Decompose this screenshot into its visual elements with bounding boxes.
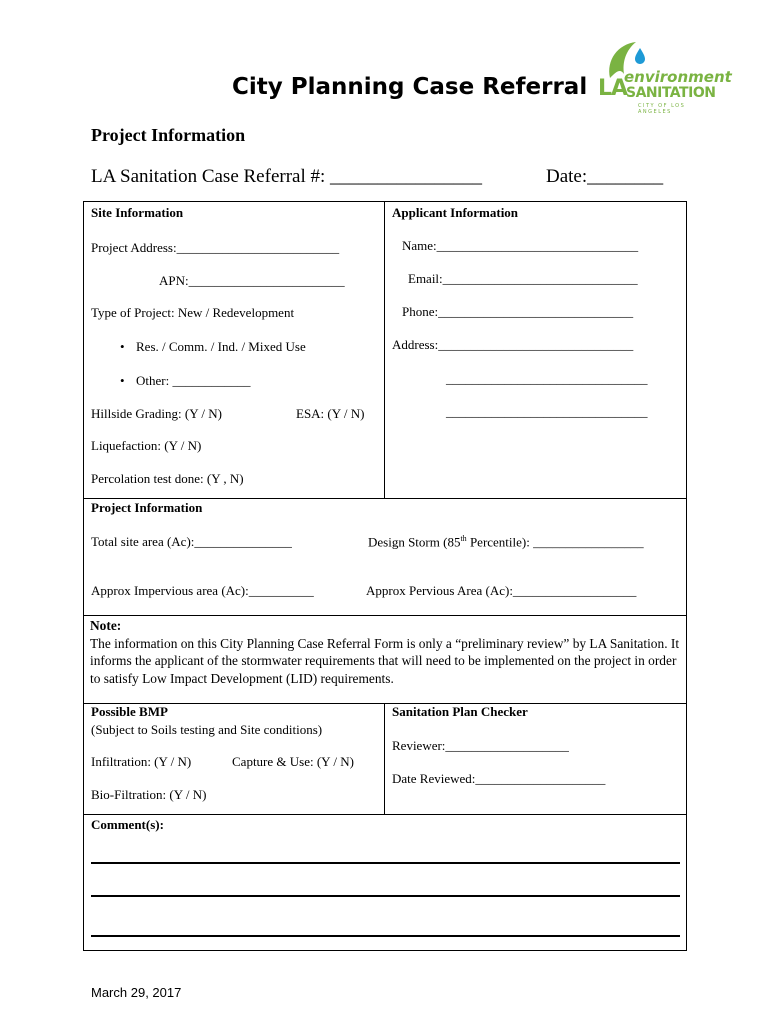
pervious-area-field[interactable]: Approx Pervious Area (Ac):___________________: [366, 583, 637, 598]
total-site-area-field[interactable]: Total site area (Ac):_______________: [91, 534, 292, 549]
infiltration-field[interactable]: Infiltration: (Y / N): [91, 754, 192, 769]
project-address-field[interactable]: Project Address:_________________________: [91, 240, 340, 255]
comments-heading: Comment(s):: [91, 817, 164, 832]
note-block: [90, 617, 682, 687]
applicant-name-field[interactable]: Name:_______________________________: [402, 238, 639, 253]
note-heading: Note:: [90, 618, 122, 633]
bullet-icon: •: [120, 373, 125, 388]
other-field[interactable]: Other: ____________: [136, 373, 251, 388]
applicant-phone-field[interactable]: Phone:______________________________: [402, 304, 634, 319]
type-of-project-field[interactable]: Type of Project: New / Redevelopment: [91, 305, 295, 320]
percolation-field[interactable]: Percolation test done: (Y , N): [91, 471, 244, 486]
column-divider: [384, 201, 385, 499]
biofiltration-field[interactable]: Bio-Filtration: (Y / N): [91, 787, 207, 802]
comment-line[interactable]: [91, 895, 680, 897]
logo-tagline: CITY OF LOS ANGELES: [638, 103, 686, 115]
bullet-icon: •: [120, 339, 125, 354]
applicant-email-field[interactable]: Email:______________________________: [408, 271, 638, 286]
footer-date: March 29, 2017: [91, 985, 182, 1000]
date-field[interactable]: Date:________: [546, 166, 664, 187]
bmp-subtitle: (Subject to Soils testing and Site conditions): [91, 722, 323, 737]
la-sanitation-logo: [596, 38, 732, 115]
liquefaction-field[interactable]: Liquefaction: (Y / N): [91, 438, 202, 453]
applicant-address-line-3[interactable]: _______________________________: [446, 404, 648, 419]
case-referral-number-field[interactable]: LA Sanitation Case Referral #: ________________: [91, 166, 483, 187]
comment-line[interactable]: [91, 862, 680, 864]
date-reviewed-field[interactable]: Date Reviewed:____________________: [392, 771, 606, 786]
applicant-information-heading: Applicant Information: [392, 205, 519, 220]
impervious-area-field[interactable]: Approx Impervious area (Ac):__________: [91, 583, 314, 598]
logo-environment: environment: [624, 68, 732, 86]
comments-section: [83, 814, 687, 951]
capture-use-field[interactable]: Capture & Use: (Y / N): [232, 754, 354, 769]
logo-la: LA: [598, 76, 628, 101]
esa-field[interactable]: ESA: (Y / N): [296, 406, 365, 421]
site-information-heading: Site Information: [91, 205, 184, 220]
applicant-address-field[interactable]: Address:______________________________: [392, 337, 634, 352]
note-text: The information on this City Planning Case Referral Form is only a “preliminary review” by LA Sanitation. It informs the applicant of the stormwater requirements that will need to be implemented on the project in order to satisfy Low Impact Development (LID) requirements.: [90, 635, 680, 686]
use-type-field[interactable]: Res. / Comm. / Ind. / Mixed Use: [136, 339, 306, 354]
logo-sanitation: SANITATION: [626, 85, 716, 101]
applicant-address-line-2[interactable]: _______________________________: [446, 371, 648, 386]
apn-field[interactable]: APN:________________________: [159, 273, 345, 288]
design-storm-field[interactable]: Design Storm (85th Percentile): _________________: [368, 534, 644, 550]
sanitation-plan-checker-heading: Sanitation Plan Checker: [392, 704, 528, 719]
reviewer-field[interactable]: Reviewer:___________________: [392, 738, 569, 753]
comment-line[interactable]: [91, 935, 680, 937]
project-information-heading: Project Information: [91, 125, 246, 145]
column-divider: [384, 703, 385, 815]
page-title: City Planning Case Referral: [232, 74, 588, 100]
hillside-grading-field[interactable]: Hillside Grading: (Y / N): [91, 406, 222, 421]
possible-bmp-heading: Possible BMP: [91, 704, 168, 719]
project-information-subheading: Project Information: [91, 500, 203, 515]
